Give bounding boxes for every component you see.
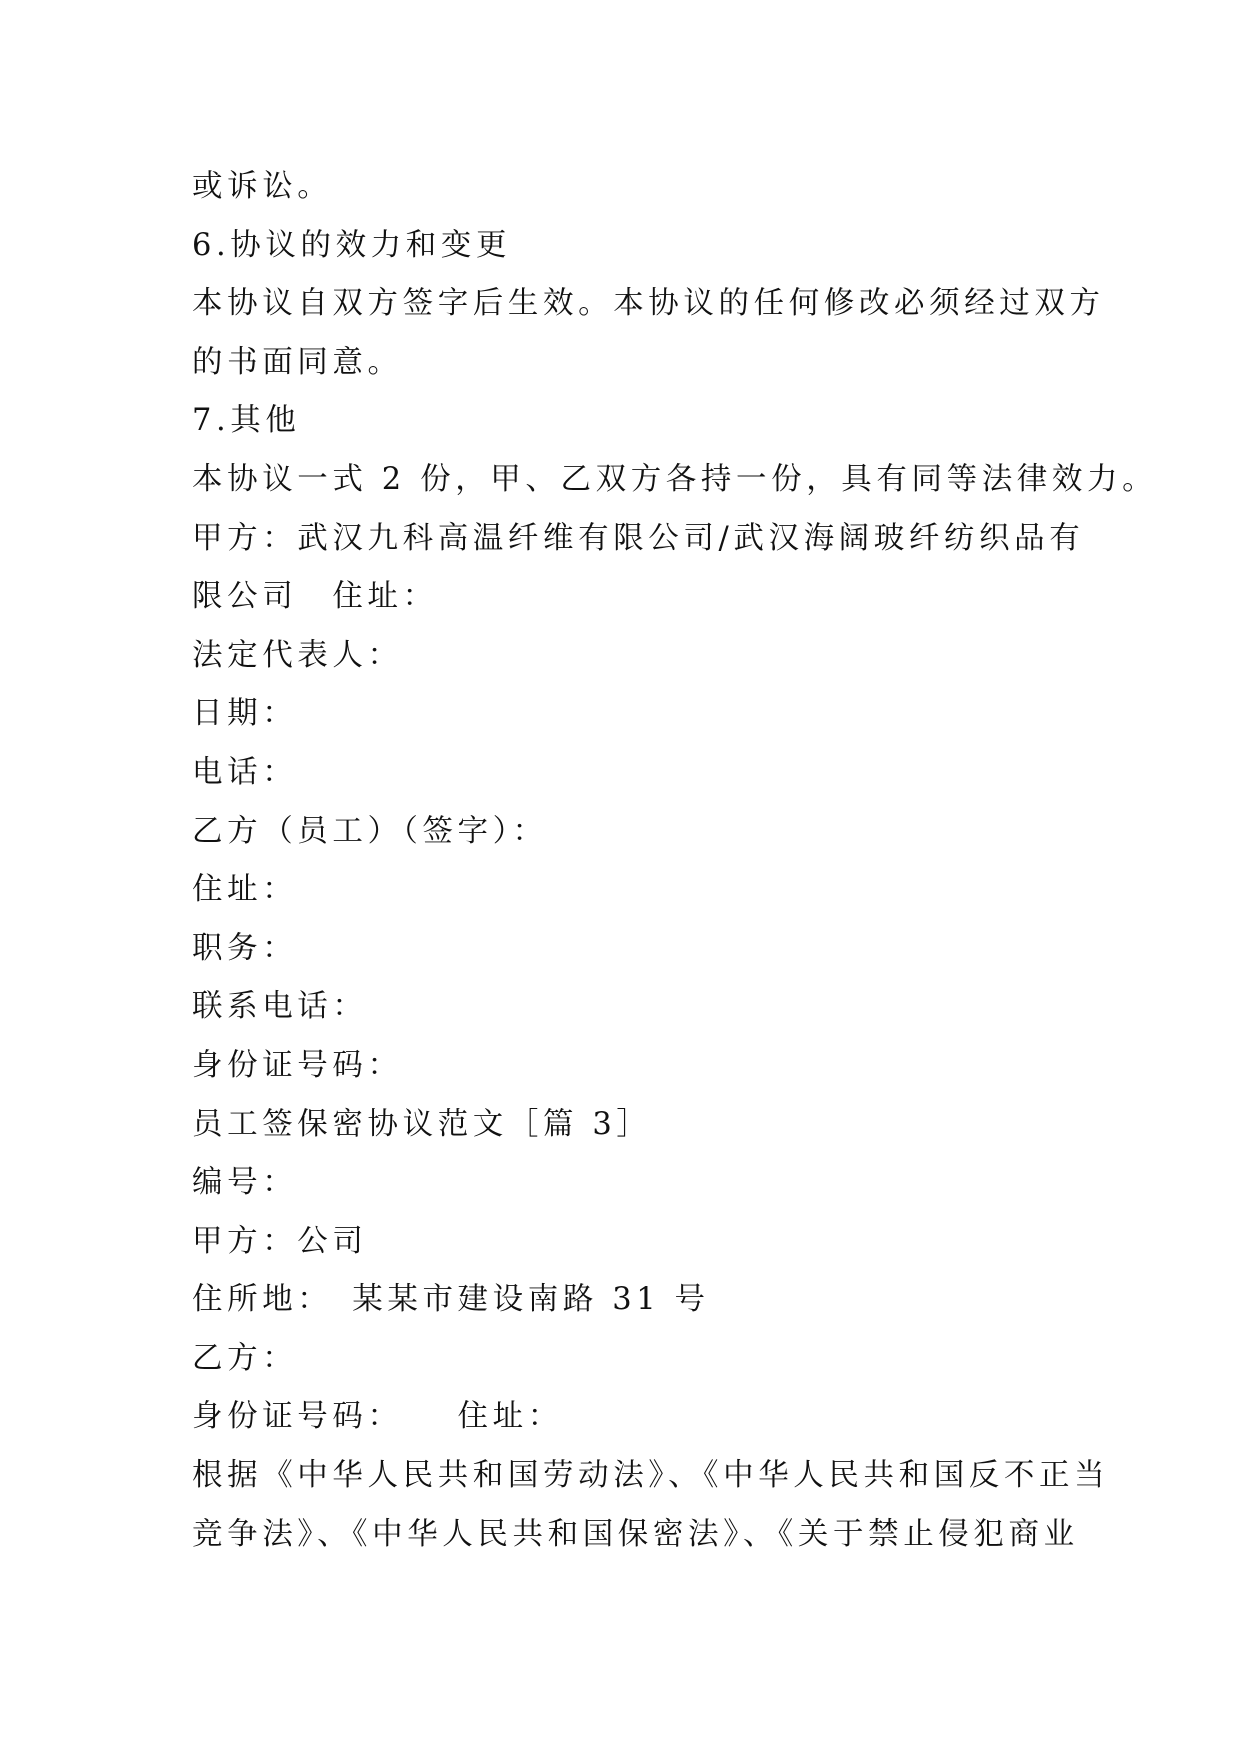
field-label: 乙方： <box>192 1340 298 1376</box>
section-heading: 6.协议的效力和变更 <box>192 227 512 263</box>
text-line: 或诉讼。 <box>192 169 333 204</box>
text-line: 本协议一式 2 份，甲、乙双方各持一份，具有同等法律效力。 <box>192 461 1158 497</box>
field-label: 甲方：公司 <box>192 1223 368 1259</box>
text-line: 本协议自双方签字后生效。本协议的任何修改必须经过双方 <box>192 286 1105 322</box>
field-label: 住所地： 某某市建设南路 31 号 <box>192 1282 710 1318</box>
signature-field-label: 职务： <box>192 930 298 966</box>
text-line: 的书面同意。 <box>192 344 403 380</box>
document-body <box>192 158 1158 1564</box>
field-label: 编号： <box>192 1165 298 1201</box>
signature-field-label: 日期： <box>192 696 298 732</box>
signature-field-label: 法定代表人： <box>192 637 403 673</box>
text-line: 竞争法》、《中华人民共和国保密法》、《关于禁止侵犯商业 <box>192 1516 1079 1552</box>
signature-field-label: 电话： <box>192 754 298 790</box>
text-line: 限公司 住址： <box>192 579 438 615</box>
text-line: 根据《中华人民共和国劳动法》、《中华人民共和国反不正当 <box>192 1458 1110 1494</box>
text-line: 甲方：武汉九科高温纤维有限公司/武汉海阔玻纤纺织品有 <box>192 520 1085 556</box>
document-title: 员工签保密协议范文［篇 3］ <box>192 1106 652 1142</box>
signature-field-label: 乙方（员工）（签字）： <box>192 813 548 849</box>
section-heading: 7.其他 <box>192 403 301 439</box>
signature-field-label: 身份证号码： <box>192 1047 403 1083</box>
signature-field-label: 联系电话： <box>192 989 368 1025</box>
field-label: 身份证号码： 住址： <box>192 1399 563 1435</box>
signature-field-label: 住址： <box>192 872 298 908</box>
